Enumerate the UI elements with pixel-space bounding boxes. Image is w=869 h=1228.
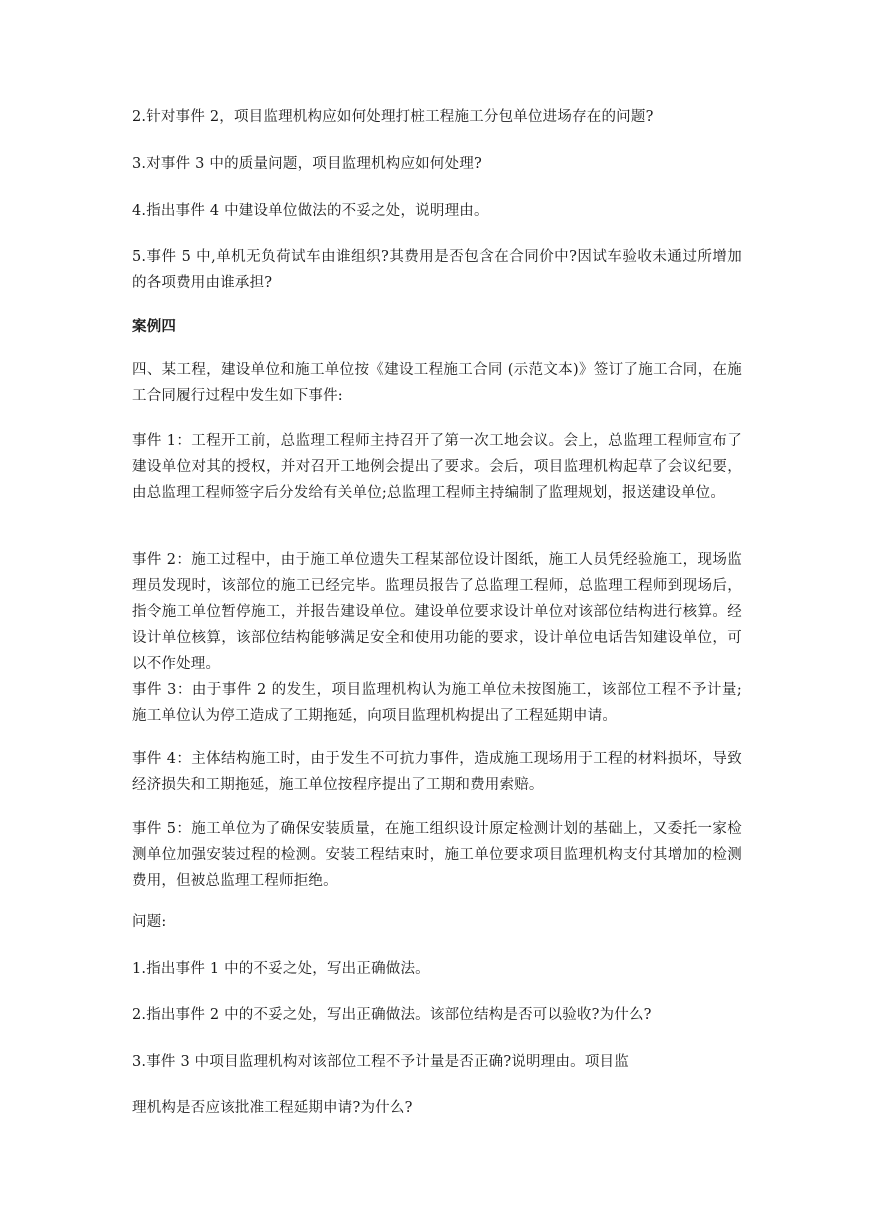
case-intro: 四、某工程，建设单位和施工单位按《建设工程施工合同 (示范文本)》签订了施工合同，在施工合同履行过程中发生如下事件: [132, 362, 742, 404]
question-item: 3.对事件 3 中的质量问题，项目监理机构应如何处理? [132, 156, 482, 172]
event-paragraph: 事件 1：工程开工前，总监理工程师主持召开了第一次工地会议。会上，总监理工程师宣布了建设单位对其的授权，并对召开工地例会提出了要求。会后，项目监理机构起草了会议纪要，由总监理工程师签字后分发给有关单位;总监理工程师主持编制了监理规划，报送建设单位。 [132, 433, 742, 501]
question-item: 3.事件 3 中项目监理机构对该部位工程不予计量是否正确?说明理由。项目监 [132, 1054, 629, 1070]
event-paragraph: 事件 4：主体结构施工时，由于发生不可抗力事件，造成施工现场用于工程的材料损坏，导致经济损失和工期拖延，施工单位按程序提出了工期和费用索赔。 [132, 751, 742, 793]
question-item: 理机构是否应该批准工程延期申请?为什么? [132, 1100, 413, 1116]
case-heading: 案例四 [132, 319, 177, 335]
question-item: 1.指出事件 1 中的不妥之处，写出正确做法。 [132, 961, 430, 977]
event-paragraph: 事件 3：由于事件 2 的发生，项目监理机构认为施工单位未按图施工，该部位工程不予计量;施工单位认为停工造成了工期拖延，向项目监理机构提出了工程延期申请。 [132, 682, 742, 724]
question-item: 2.指出事件 2 中的不妥之处，写出正确做法。该部位结构是否可以验收?为什么? [132, 1007, 652, 1023]
question-item: 4.指出事件 4 中建设单位做法的不妥之处，说明理由。 [132, 203, 489, 219]
event-paragraph: 事件 5：施工单位为了确保安装质量，在施工组织设计原定检测计划的基础上，又委托一家检测单位加强安装过程的检测。安装工程结束时，施工单位要求项目监理机构支付其增加的检测费用，但被总监理工程师拒绝。 [132, 821, 742, 889]
questions-label: 问题: [132, 914, 167, 930]
event-paragraph: 事件 2：施工过程中，由于施工单位遗失工程某部位设计图纸，施工人员凭经验施工，现场监理员发现时，该部位的施工已经完毕。监理员报告了总监理工程师，总监理工程师到现场后，指令施工单位暂停施工，并报告建设单位。建设单位要求设计单位对该部位结构进行核算。经设计单位核算，该部位结构能够满足安全和使用功能的要求，设计单位电话告知建设单位，可以不作处理。 [132, 552, 742, 672]
question-item: 5.事件 5 中,单机无负荷试车由谁组织?其费用是否包含在合同价中?因试车验收未通过所增加的各项费用由谁承担? [132, 249, 742, 291]
question-item: 2.针对事件 2，项目监理机构应如何处理打桩工程施工分包单位进场存在的问题? [132, 109, 654, 125]
